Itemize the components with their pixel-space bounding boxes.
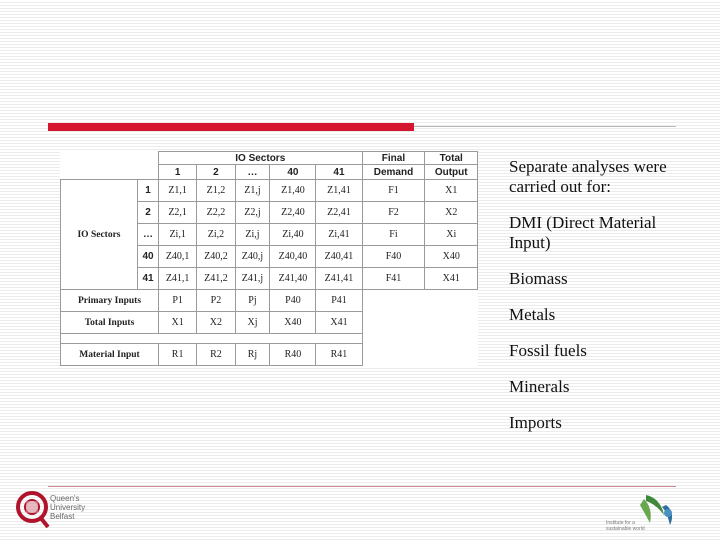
table-cell: Xi xyxy=(425,224,478,246)
table-cell: X2 xyxy=(197,312,235,334)
bullet-item: DMI (Direct Material Input) xyxy=(509,213,657,252)
table-cell: Z1,40 xyxy=(270,180,316,202)
row-header: 2 xyxy=(138,202,159,224)
table-cell: X40 xyxy=(270,312,316,334)
table-cell: Pj xyxy=(235,290,270,312)
final-demand-header-2: Demand xyxy=(362,165,425,180)
table-cell: Z40,2 xyxy=(197,246,235,268)
table-cell: Z1,2 xyxy=(197,180,235,202)
table-cell: Zi,2 xyxy=(197,224,235,246)
table-cell: X2 xyxy=(425,202,478,224)
table-cell: P41 xyxy=(316,290,362,312)
table-cell: P1 xyxy=(159,290,197,312)
bullet-list xyxy=(509,157,699,449)
table-empty xyxy=(362,312,477,334)
table-cell: X1 xyxy=(159,312,197,334)
table-cell: F1 xyxy=(362,180,425,202)
table-cell: Zi,40 xyxy=(270,224,316,246)
table-cell: X1 xyxy=(425,180,478,202)
row-header: 41 xyxy=(138,268,159,290)
table-cell: Z40,j xyxy=(235,246,270,268)
bullet-item: Fossil fuels xyxy=(509,341,587,360)
total-output-header-2: Output xyxy=(425,165,478,180)
primary-inputs-label: Primary Inputs xyxy=(61,290,159,312)
institute-logo-text: Institute for a sustainable world xyxy=(606,520,645,532)
title-rule xyxy=(414,126,676,127)
table-cell: X41 xyxy=(425,268,478,290)
table-cell: Rj xyxy=(235,344,270,366)
table-cell: Z1,1 xyxy=(159,180,197,202)
table-cell: R40 xyxy=(270,344,316,366)
table-empty xyxy=(362,290,477,312)
table-cell: F2 xyxy=(362,202,425,224)
table-cell: F41 xyxy=(362,268,425,290)
io-sectors-row-label: IO Sectors xyxy=(61,180,138,290)
table-cell: F40 xyxy=(362,246,425,268)
table-corner-top xyxy=(61,152,159,180)
total-inputs-label: Total Inputs xyxy=(61,312,159,334)
table-cell: Zi,j xyxy=(235,224,270,246)
row-header: 1 xyxy=(138,180,159,202)
table-cell: P2 xyxy=(197,290,235,312)
table-cell: Z2,j xyxy=(235,202,270,224)
bullet-item: Biomass xyxy=(509,269,568,288)
table-empty xyxy=(362,344,477,366)
table-cell: R2 xyxy=(197,344,235,366)
bullet-item: Imports xyxy=(509,413,562,432)
table-cell: Z2,1 xyxy=(159,202,197,224)
table-cell: Z41,j xyxy=(235,268,270,290)
table-cell: Z41,2 xyxy=(197,268,235,290)
col-header: 2 xyxy=(197,165,235,180)
table-cell: Z2,40 xyxy=(270,202,316,224)
table-spacer-row xyxy=(61,334,363,344)
row-header: 40 xyxy=(138,246,159,268)
table-cell: Z2,41 xyxy=(316,202,362,224)
title-accent-bar xyxy=(48,123,414,131)
bullet-item: Minerals xyxy=(509,377,570,396)
table-cell: R41 xyxy=(316,344,362,366)
table-cell: Fi xyxy=(362,224,425,246)
io-table xyxy=(60,151,478,366)
io-sectors-header: IO Sectors xyxy=(159,152,363,165)
table-cell: Xj xyxy=(235,312,270,334)
bullet-item: Separate analyses were carried out for: xyxy=(509,157,667,196)
table-cell: Z41,40 xyxy=(270,268,316,290)
col-header: 1 xyxy=(159,165,197,180)
table-empty xyxy=(362,334,477,344)
table-cell: Z1,j xyxy=(235,180,270,202)
total-output-header-1: Total xyxy=(425,152,478,165)
col-header: 40 xyxy=(270,165,316,180)
footer-rule xyxy=(48,486,676,487)
table-cell: Z41,41 xyxy=(316,268,362,290)
table-cell: Z40,40 xyxy=(270,246,316,268)
table-cell: R1 xyxy=(159,344,197,366)
table-cell: X41 xyxy=(316,312,362,334)
final-demand-header-1: Final xyxy=(362,152,425,165)
col-header: 41 xyxy=(316,165,362,180)
table-cell: Z40,1 xyxy=(159,246,197,268)
table-cell: Z2,2 xyxy=(197,202,235,224)
table-cell: Z1,41 xyxy=(316,180,362,202)
table-cell: X40 xyxy=(425,246,478,268)
table-cell: Zi,41 xyxy=(316,224,362,246)
row-header: … xyxy=(138,224,159,246)
bullet-item: Metals xyxy=(509,305,556,324)
table-cell: Z41,1 xyxy=(159,268,197,290)
qub-logo-text: Queen's University Belfast xyxy=(50,494,86,521)
material-input-label: Material Input xyxy=(61,344,159,366)
table-cell: P40 xyxy=(270,290,316,312)
table-cell: Zi,1 xyxy=(159,224,197,246)
table-cell: Z40,41 xyxy=(316,246,362,268)
col-header: … xyxy=(235,165,270,180)
